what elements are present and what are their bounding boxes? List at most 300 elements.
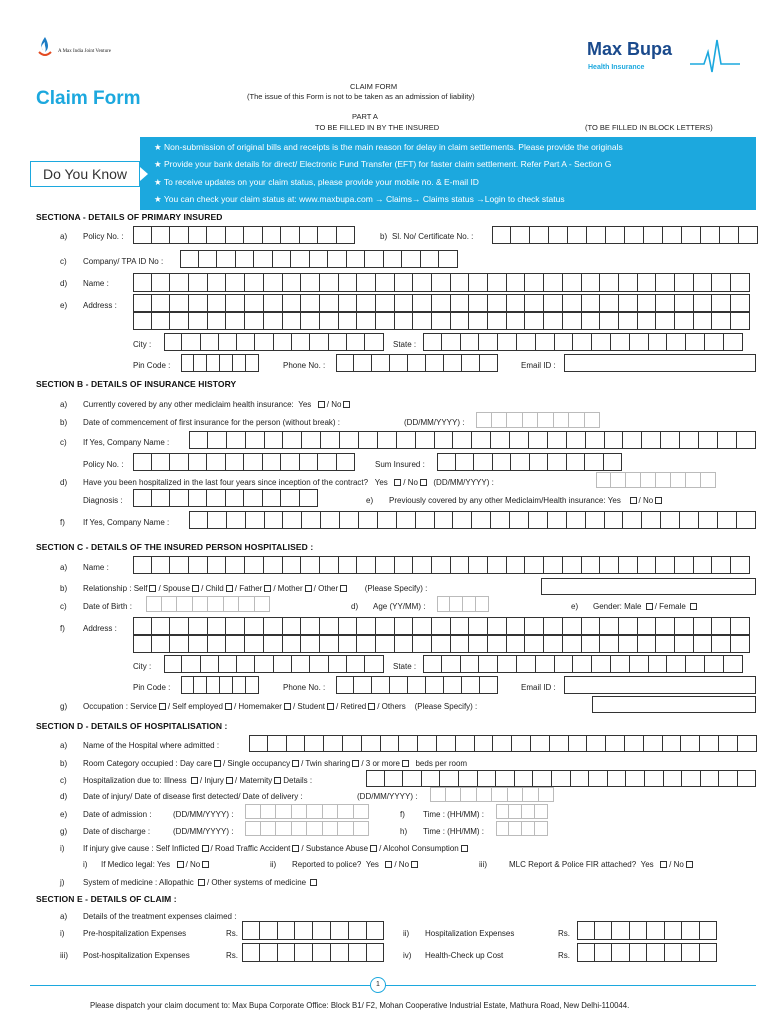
input-cell[interactable] (568, 226, 587, 244)
company-tpa-boxes[interactable] (180, 250, 458, 268)
input-cell[interactable] (488, 617, 507, 635)
input-cell[interactable] (611, 655, 630, 673)
input-cell[interactable] (549, 226, 568, 244)
input-cell[interactable] (638, 617, 657, 635)
input-cell[interactable] (283, 294, 302, 312)
dob-boxes[interactable] (146, 596, 270, 612)
input-cell[interactable] (649, 333, 668, 351)
input-cell[interactable] (310, 655, 328, 673)
yes-checkbox[interactable] (630, 497, 637, 504)
input-cell[interactable] (208, 635, 227, 653)
input-cell[interactable] (619, 312, 638, 330)
input-cell[interactable] (339, 617, 358, 635)
input-cell[interactable] (491, 511, 510, 529)
input-cell[interactable] (416, 431, 435, 449)
input-cell[interactable] (170, 226, 189, 244)
input-cell[interactable] (349, 943, 367, 962)
input-cell[interactable] (507, 412, 523, 428)
input-cell[interactable] (403, 770, 422, 787)
input-cell[interactable] (563, 294, 582, 312)
input-cell[interactable] (292, 821, 308, 836)
input-cell[interactable] (395, 635, 414, 653)
no-checkbox[interactable] (202, 861, 209, 868)
input-cell[interactable] (523, 412, 539, 428)
input-cell[interactable] (390, 354, 408, 372)
input-cell[interactable] (625, 735, 644, 752)
input-cell[interactable] (439, 250, 458, 268)
input-cell[interactable] (376, 617, 395, 635)
input-cell[interactable] (245, 273, 264, 292)
input-cell[interactable] (227, 511, 246, 529)
input-cell[interactable] (682, 770, 701, 787)
input-cell[interactable] (164, 333, 182, 351)
input-cell[interactable] (675, 294, 694, 312)
input-cell[interactable] (567, 431, 586, 449)
input-cell[interactable] (712, 617, 731, 635)
input-cell[interactable] (430, 787, 446, 802)
input-cell[interactable] (529, 511, 548, 529)
input-cell[interactable] (227, 431, 246, 449)
input-cell[interactable] (208, 312, 227, 330)
name-boxes[interactable] (133, 273, 750, 292)
input-cell[interactable] (686, 472, 701, 488)
input-cell[interactable] (630, 333, 649, 351)
hospitalization-expenses-boxes[interactable] (577, 921, 717, 940)
input-cell[interactable] (133, 617, 152, 635)
input-cell[interactable] (245, 617, 264, 635)
input-cell[interactable] (331, 943, 349, 962)
address-boxes-2[interactable] (133, 635, 750, 653)
input-cell[interactable] (357, 556, 376, 574)
input-cell[interactable] (237, 655, 255, 673)
input-cell[interactable] (263, 226, 282, 244)
input-cell[interactable] (413, 273, 432, 292)
input-cell[interactable] (273, 250, 292, 268)
input-cell[interactable] (302, 511, 321, 529)
input-cell[interactable] (630, 655, 649, 673)
input-cell[interactable] (675, 312, 694, 330)
input-cell[interactable] (478, 770, 497, 787)
input-cell[interactable] (301, 635, 320, 653)
input-cell[interactable] (608, 770, 627, 787)
input-cell[interactable] (511, 226, 530, 244)
input-cell[interactable] (265, 511, 284, 529)
input-cell[interactable] (587, 226, 606, 244)
input-cell[interactable] (426, 676, 444, 694)
input-cell[interactable] (366, 770, 385, 787)
input-cell[interactable] (699, 511, 718, 529)
input-cell[interactable] (264, 617, 283, 635)
input-cell[interactable] (390, 676, 408, 694)
input-cell[interactable] (397, 431, 416, 449)
input-cell[interactable] (493, 735, 512, 752)
input-cell[interactable] (737, 431, 756, 449)
input-cell[interactable] (226, 453, 245, 471)
input-cell[interactable] (226, 617, 245, 635)
input-cell[interactable] (656, 273, 675, 292)
input-cell[interactable] (181, 676, 194, 694)
input-cell[interactable] (480, 354, 498, 372)
pre-hospitalization-boxes[interactable] (242, 921, 384, 940)
input-cell[interactable] (133, 312, 152, 330)
input-cell[interactable] (152, 273, 171, 292)
input-cell[interactable] (242, 943, 260, 962)
input-cell[interactable] (619, 273, 638, 292)
input-cell[interactable] (381, 735, 400, 752)
input-cell[interactable] (612, 921, 630, 940)
input-cell[interactable] (133, 453, 152, 471)
input-cell[interactable] (600, 556, 619, 574)
input-cell[interactable] (133, 226, 152, 244)
input-cell[interactable] (496, 770, 515, 787)
input-cell[interactable] (170, 294, 189, 312)
email-field[interactable] (564, 354, 756, 372)
input-cell[interactable] (450, 596, 463, 612)
input-cell[interactable] (219, 655, 237, 673)
input-cell[interactable] (278, 921, 296, 940)
input-cell[interactable] (437, 596, 450, 612)
sum-insured-boxes[interactable] (437, 453, 622, 471)
input-cell[interactable] (276, 804, 292, 819)
input-cell[interactable] (488, 635, 507, 653)
no-checkbox[interactable] (686, 861, 693, 868)
input-cell[interactable] (701, 226, 720, 244)
input-cell[interactable] (606, 735, 625, 752)
input-cell[interactable] (338, 804, 354, 819)
input-cell[interactable] (426, 354, 444, 372)
input-cell[interactable] (359, 431, 378, 449)
alcohol-checkbox[interactable] (461, 845, 468, 852)
input-cell[interactable] (642, 511, 661, 529)
input-cell[interactable] (164, 655, 182, 673)
input-cell[interactable] (189, 453, 208, 471)
no-checkbox[interactable] (655, 497, 662, 504)
input-cell[interactable] (563, 273, 582, 292)
input-cell[interactable] (245, 312, 264, 330)
input-cell[interactable] (320, 294, 339, 312)
input-cell[interactable] (638, 294, 657, 312)
service-checkbox[interactable] (159, 703, 166, 710)
input-cell[interactable] (712, 556, 731, 574)
input-cell[interactable] (255, 596, 271, 612)
input-cell[interactable] (694, 556, 713, 574)
input-cell[interactable] (287, 735, 306, 752)
input-cell[interactable] (480, 676, 498, 694)
input-cell[interactable] (208, 617, 227, 635)
input-cell[interactable] (408, 676, 426, 694)
input-cell[interactable] (301, 273, 320, 292)
input-cell[interactable] (536, 655, 555, 673)
input-cell[interactable] (357, 312, 376, 330)
input-cell[interactable] (700, 921, 718, 940)
input-cell[interactable] (488, 273, 507, 292)
input-cell[interactable] (517, 655, 536, 673)
input-cell[interactable] (496, 804, 509, 819)
input-cell[interactable] (507, 312, 526, 330)
input-cell[interactable] (367, 921, 385, 940)
input-cell[interactable] (512, 735, 531, 752)
input-cell[interactable] (573, 333, 592, 351)
input-cell[interactable] (552, 770, 571, 787)
input-cell[interactable] (469, 294, 488, 312)
input-cell[interactable] (656, 617, 675, 635)
input-cell[interactable] (586, 431, 605, 449)
input-cell[interactable] (451, 635, 470, 653)
input-cell[interactable] (189, 635, 208, 653)
input-cell[interactable] (226, 273, 245, 292)
single-occupancy-checkbox[interactable] (292, 760, 299, 767)
input-cell[interactable] (472, 431, 491, 449)
input-cell[interactable] (600, 635, 619, 653)
address-boxes-1[interactable] (133, 617, 750, 635)
input-cell[interactable] (451, 556, 470, 574)
input-cell[interactable] (667, 655, 686, 673)
input-cell[interactable] (357, 294, 376, 312)
input-cell[interactable] (245, 821, 261, 836)
input-cell[interactable] (563, 312, 582, 330)
input-cell[interactable] (699, 431, 718, 449)
input-cell[interactable] (548, 511, 567, 529)
input-cell[interactable] (508, 787, 524, 802)
input-cell[interactable] (283, 312, 302, 330)
input-cell[interactable] (555, 333, 574, 351)
input-cell[interactable] (535, 804, 548, 819)
input-cell[interactable] (469, 312, 488, 330)
input-cell[interactable] (321, 431, 340, 449)
input-cell[interactable] (680, 431, 699, 449)
discharge-date-boxes[interactable] (245, 821, 369, 836)
input-cell[interactable] (544, 312, 563, 330)
input-cell[interactable] (611, 472, 626, 488)
admission-time-boxes[interactable] (496, 804, 548, 819)
input-cell[interactable] (533, 770, 552, 787)
input-cell[interactable] (246, 354, 259, 372)
input-cell[interactable] (647, 921, 665, 940)
input-cell[interactable] (586, 511, 605, 529)
input-cell[interactable] (413, 635, 432, 653)
input-cell[interactable] (268, 735, 287, 752)
input-cell[interactable] (295, 921, 313, 940)
email-field[interactable] (564, 676, 756, 694)
input-cell[interactable] (623, 511, 642, 529)
input-cell[interactable] (264, 294, 283, 312)
input-cell[interactable] (170, 617, 189, 635)
input-cell[interactable] (638, 312, 657, 330)
phone-boxes[interactable] (336, 354, 498, 372)
input-cell[interactable] (413, 556, 432, 574)
input-cell[interactable] (611, 333, 630, 351)
input-cell[interactable] (236, 250, 255, 268)
input-cell[interactable] (283, 617, 302, 635)
input-cell[interactable] (700, 943, 718, 962)
state-boxes[interactable] (423, 333, 743, 351)
input-cell[interactable] (357, 635, 376, 653)
input-cell[interactable] (244, 453, 263, 471)
input-cell[interactable] (337, 453, 356, 471)
input-cell[interactable] (701, 770, 720, 787)
input-cell[interactable] (347, 250, 366, 268)
child-checkbox[interactable] (226, 585, 233, 592)
input-cell[interactable] (402, 250, 421, 268)
input-cell[interactable] (451, 617, 470, 635)
input-cell[interactable] (680, 511, 699, 529)
input-cell[interactable] (630, 921, 648, 940)
input-cell[interactable] (626, 472, 641, 488)
input-cell[interactable] (367, 943, 385, 962)
input-cell[interactable] (507, 556, 526, 574)
input-cell[interactable] (731, 312, 750, 330)
input-cell[interactable] (292, 333, 310, 351)
input-cell[interactable] (329, 333, 347, 351)
input-cell[interactable] (525, 556, 544, 574)
company-name-boxes[interactable] (189, 431, 756, 449)
input-cell[interactable] (362, 735, 381, 752)
yes-checkbox[interactable] (394, 479, 401, 486)
input-cell[interactable] (705, 655, 724, 673)
input-cell[interactable] (189, 294, 208, 312)
company-name-boxes-2[interactable] (189, 511, 756, 529)
input-cell[interactable] (226, 635, 245, 653)
input-cell[interactable] (544, 294, 563, 312)
input-cell[interactable] (152, 556, 171, 574)
input-cell[interactable] (571, 770, 590, 787)
input-cell[interactable] (239, 596, 255, 612)
input-cell[interactable] (694, 635, 713, 653)
input-cell[interactable] (395, 294, 414, 312)
input-cell[interactable] (612, 943, 630, 962)
input-cell[interactable] (656, 635, 675, 653)
input-cell[interactable] (220, 676, 233, 694)
input-cell[interactable] (538, 412, 554, 428)
input-cell[interactable] (413, 617, 432, 635)
input-cell[interactable] (395, 273, 414, 292)
input-cell[interactable] (133, 273, 152, 292)
input-cell[interactable] (492, 787, 508, 802)
input-cell[interactable] (656, 312, 675, 330)
input-cell[interactable] (437, 453, 456, 471)
input-cell[interactable] (320, 312, 339, 330)
input-cell[interactable] (442, 655, 461, 673)
student-checkbox[interactable] (327, 703, 334, 710)
input-cell[interactable] (170, 489, 189, 507)
input-cell[interactable] (491, 431, 510, 449)
input-cell[interactable] (645, 770, 664, 787)
retired-checkbox[interactable] (368, 703, 375, 710)
input-cell[interactable] (413, 312, 432, 330)
input-cell[interactable] (295, 943, 313, 962)
road-accident-checkbox[interactable] (292, 845, 299, 852)
input-cell[interactable] (208, 556, 227, 574)
input-cell[interactable] (724, 333, 743, 351)
input-cell[interactable] (718, 511, 737, 529)
input-cell[interactable] (318, 226, 337, 244)
input-cell[interactable] (638, 273, 657, 292)
input-cell[interactable] (585, 412, 601, 428)
input-cell[interactable] (307, 821, 323, 836)
input-cell[interactable] (535, 821, 548, 836)
input-cell[interactable] (378, 431, 397, 449)
input-cell[interactable] (283, 635, 302, 653)
input-cell[interactable] (244, 489, 263, 507)
input-cell[interactable] (446, 787, 462, 802)
input-cell[interactable] (339, 294, 358, 312)
input-cell[interactable] (686, 655, 705, 673)
yes-checkbox[interactable] (385, 861, 392, 868)
input-cell[interactable] (507, 294, 526, 312)
input-cell[interactable] (208, 273, 227, 292)
other-checkbox[interactable] (340, 585, 347, 592)
input-cell[interactable] (682, 943, 700, 962)
input-cell[interactable] (378, 511, 397, 529)
input-cell[interactable] (146, 596, 162, 612)
input-cell[interactable] (226, 226, 245, 244)
input-cell[interactable] (208, 511, 227, 529)
input-cell[interactable] (395, 617, 414, 635)
input-cell[interactable] (511, 453, 530, 471)
input-cell[interactable] (548, 431, 567, 449)
input-cell[interactable] (731, 617, 750, 635)
input-cell[interactable] (194, 676, 207, 694)
input-cell[interactable] (283, 273, 302, 292)
input-cell[interactable] (550, 735, 569, 752)
input-cell[interactable] (737, 511, 756, 529)
input-cell[interactable] (472, 511, 491, 529)
input-cell[interactable] (625, 226, 644, 244)
input-cell[interactable] (444, 354, 462, 372)
input-cell[interactable] (456, 735, 475, 752)
pin-code-boxes[interactable] (181, 354, 259, 372)
name-boxes[interactable] (133, 556, 750, 574)
input-cell[interactable] (170, 312, 189, 330)
input-cell[interactable] (488, 294, 507, 312)
yes-checkbox[interactable] (318, 401, 325, 408)
maternity-checkbox[interactable] (274, 777, 281, 784)
certificate-no-boxes[interactable] (492, 226, 758, 244)
input-cell[interactable] (365, 655, 383, 673)
input-cell[interactable] (522, 804, 535, 819)
input-cell[interactable] (276, 821, 292, 836)
input-cell[interactable] (418, 735, 437, 752)
input-cell[interactable] (180, 250, 199, 268)
input-cell[interactable] (592, 333, 611, 351)
input-cell[interactable] (600, 273, 619, 292)
input-cell[interactable] (461, 787, 477, 802)
input-cell[interactable] (544, 556, 563, 574)
input-cell[interactable] (301, 617, 320, 635)
input-cell[interactable] (301, 312, 320, 330)
relationship-specify-field[interactable] (541, 578, 756, 595)
input-cell[interactable] (152, 294, 171, 312)
input-cell[interactable] (249, 735, 268, 752)
input-cell[interactable] (246, 676, 259, 694)
input-cell[interactable] (264, 556, 283, 574)
phone-boxes[interactable] (336, 676, 498, 694)
hospitalized-date-boxes[interactable] (596, 472, 716, 488)
input-cell[interactable] (440, 770, 459, 787)
input-cell[interactable] (354, 354, 372, 372)
input-cell[interactable] (376, 635, 395, 653)
injury-date-boxes[interactable] (430, 787, 554, 802)
input-cell[interactable] (731, 556, 750, 574)
self-employed-checkbox[interactable] (225, 703, 232, 710)
input-cell[interactable] (705, 333, 724, 351)
input-cell[interactable] (469, 635, 488, 653)
address-boxes-2[interactable] (133, 312, 750, 330)
input-cell[interactable] (712, 312, 731, 330)
input-cell[interactable] (656, 472, 671, 488)
input-cell[interactable] (544, 617, 563, 635)
input-cell[interactable] (573, 655, 592, 673)
